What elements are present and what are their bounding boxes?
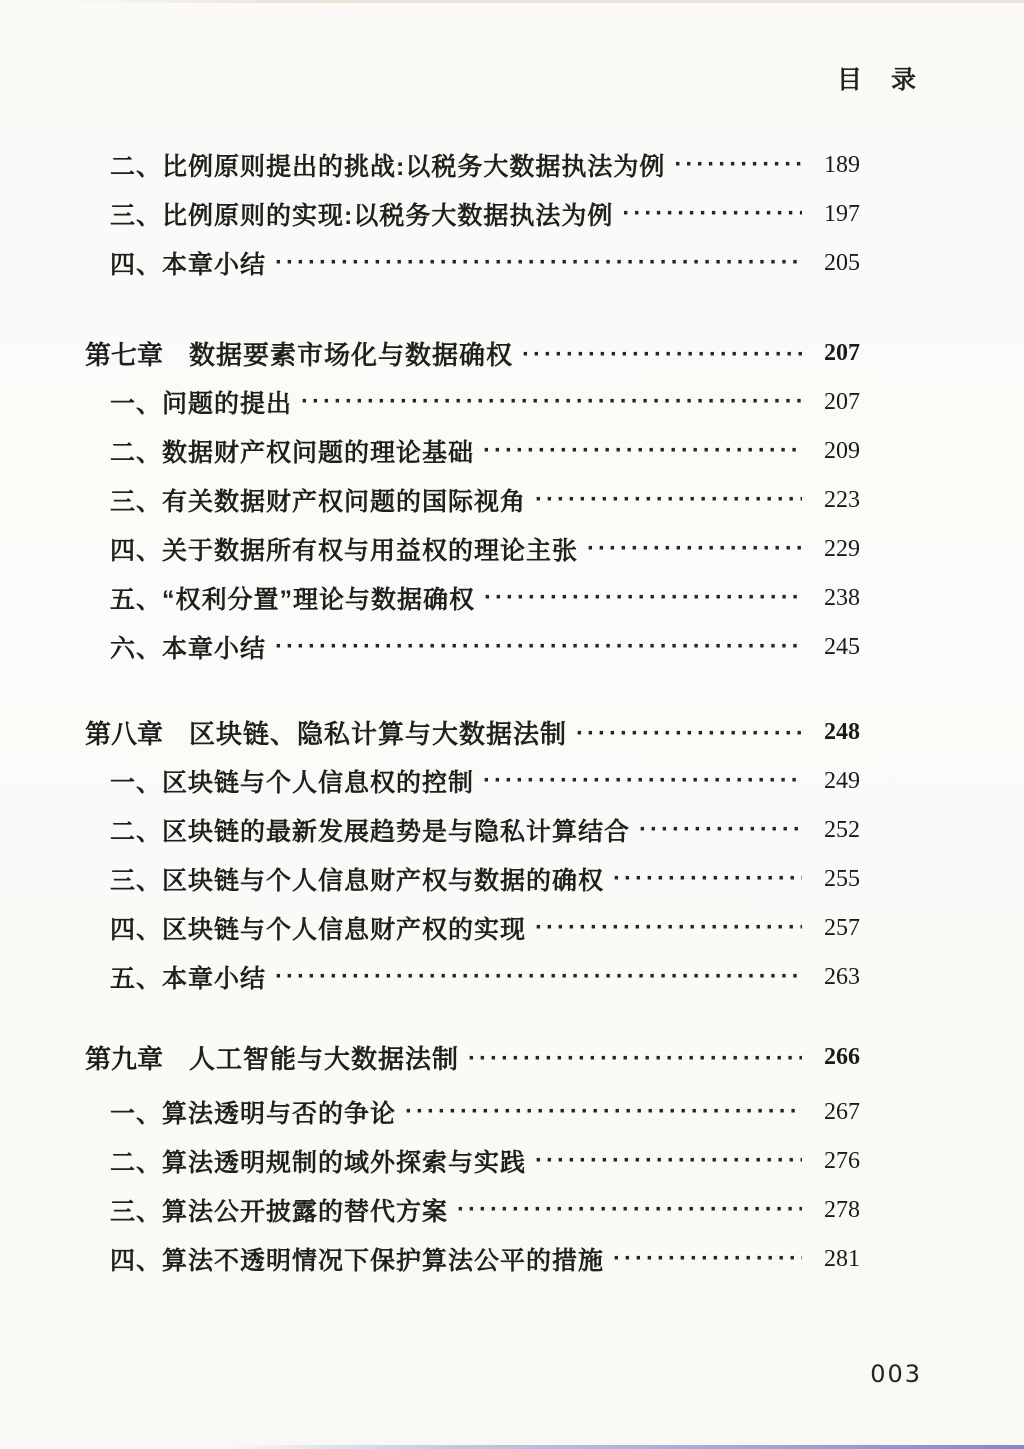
page-ref: 257: [824, 914, 860, 941]
page-ref: 248: [824, 718, 860, 745]
dot-leader: [576, 717, 802, 747]
page-ref: 255: [824, 865, 860, 892]
toc-entry: [85, 766, 860, 796]
dot-leader: [535, 1146, 802, 1176]
toc-list: [85, 150, 860, 1293]
toc-entry: [85, 485, 860, 515]
entry-title: 二、数据财产权问题的理论基础: [110, 439, 475, 467]
chapter-title: 人工智能与大数据法制: [189, 1043, 460, 1074]
page-ref: 252: [824, 816, 860, 843]
entry-title: 一、问题的提出: [110, 390, 293, 418]
toc-entry: [85, 1244, 860, 1274]
toc-entry: [85, 1146, 860, 1176]
chapter-row: [85, 717, 860, 747]
toc-entry: [85, 1195, 860, 1225]
dot-leader: [275, 632, 802, 662]
dot-leader: [522, 338, 802, 368]
toc-section-chapter7: [85, 338, 860, 662]
dot-leader: [405, 1097, 802, 1127]
dot-leader: [484, 583, 802, 613]
toc-entry: [85, 583, 860, 613]
scan-artifact-top: [55, 0, 1024, 3]
toc-entry: [85, 962, 860, 992]
dot-leader: [457, 1195, 802, 1225]
toc-entry: [85, 436, 860, 466]
chapter-row: [85, 338, 860, 368]
dot-leader: [468, 1042, 802, 1072]
toc-section-chapter8: [85, 717, 860, 992]
toc-section: [85, 150, 860, 278]
entry-title: 三、区块链与个人信息财产权与数据的确权: [110, 867, 605, 895]
entry-title: 二、区块链的最新发展趋势是与隐私计算结合: [110, 818, 631, 846]
dot-leader: [535, 485, 802, 515]
entry-title: 四、区块链与个人信息财产权的实现: [110, 916, 527, 944]
entry-title: 三、算法公开披露的替代方案: [110, 1198, 449, 1226]
dot-leader: [613, 864, 802, 894]
entry-title: 五、本章小结: [110, 965, 267, 993]
page-ref: 197: [824, 200, 860, 227]
page-ref: 209: [824, 437, 860, 464]
toc-entry: [85, 913, 860, 943]
page-ref: 263: [824, 963, 860, 990]
chapter-number: 第七章: [85, 339, 164, 370]
toc-entry: [85, 815, 860, 845]
dot-leader: [275, 248, 802, 278]
toc-entry: [85, 864, 860, 894]
entry-title: 二、算法透明规制的域外探索与实践: [110, 1149, 527, 1177]
toc-entry: [85, 1097, 860, 1127]
entry-title: 四、本章小结: [110, 251, 267, 279]
dot-leader: [483, 766, 802, 796]
dot-leader: [301, 387, 802, 417]
chapter-title: 数据要素市场化与数据确权: [189, 339, 514, 370]
chapter-number: 第九章: [85, 1043, 164, 1074]
chapter-title: 区块链、隐私计算与大数据法制: [189, 718, 568, 749]
chapter-row: [85, 1042, 860, 1072]
dot-leader: [483, 436, 802, 466]
entry-title: 三、比例原则的实现:以税务大数据执法为例: [110, 202, 614, 230]
dot-leader: [674, 150, 802, 180]
page-ref: 238: [824, 584, 860, 611]
page-ref: 207: [824, 339, 860, 366]
dot-leader: [622, 199, 802, 229]
entry-title: 四、关于数据所有权与用益权的理论主张: [110, 537, 579, 565]
entry-title: 一、算法透明与否的争论: [110, 1100, 397, 1128]
entry-title: 三、有关数据财产权问题的国际视角: [110, 488, 527, 516]
dot-leader: [535, 913, 802, 943]
chapter-number: 第八章: [85, 718, 164, 749]
dot-leader: [639, 815, 802, 845]
page-ref: 266: [824, 1043, 860, 1070]
page-title: 目 录: [836, 66, 918, 94]
toc-entry: [85, 387, 860, 417]
page-ref: 281: [824, 1245, 860, 1272]
page-ref: 189: [824, 151, 860, 178]
toc-entry: [85, 248, 860, 278]
dot-leader: [275, 962, 802, 992]
toc-entry: [85, 534, 860, 564]
toc-entry: [85, 150, 860, 180]
page-ref: 229: [824, 535, 860, 562]
page-ref: 205: [824, 249, 860, 276]
folio-page-number: 003: [870, 1360, 922, 1388]
page-ref: 276: [824, 1147, 860, 1174]
entry-title: 四、算法不透明情况下保护算法公平的措施: [110, 1247, 605, 1275]
page-ref: 207: [824, 388, 860, 415]
entry-title: 二、比例原则提出的挑战:以税务大数据执法为例: [110, 153, 666, 181]
entry-title: 五、“权利分置”理论与数据确权: [110, 586, 476, 614]
toc-entry: [85, 632, 860, 662]
entry-title: 六、本章小结: [110, 635, 267, 663]
toc-entry: [85, 199, 860, 229]
toc-section-chapter9: [85, 1042, 860, 1274]
page-ref: 267: [824, 1098, 860, 1125]
scan-artifact-bottom-line: [228, 1445, 1024, 1449]
page-ref: 245: [824, 633, 860, 660]
entry-title: 一、区块链与个人信息权的控制: [110, 769, 475, 797]
page-ref: 249: [824, 767, 860, 794]
page-ref: 278: [824, 1196, 860, 1223]
dot-leader: [587, 534, 802, 564]
dot-leader: [613, 1244, 802, 1274]
page-ref: 223: [824, 486, 860, 513]
